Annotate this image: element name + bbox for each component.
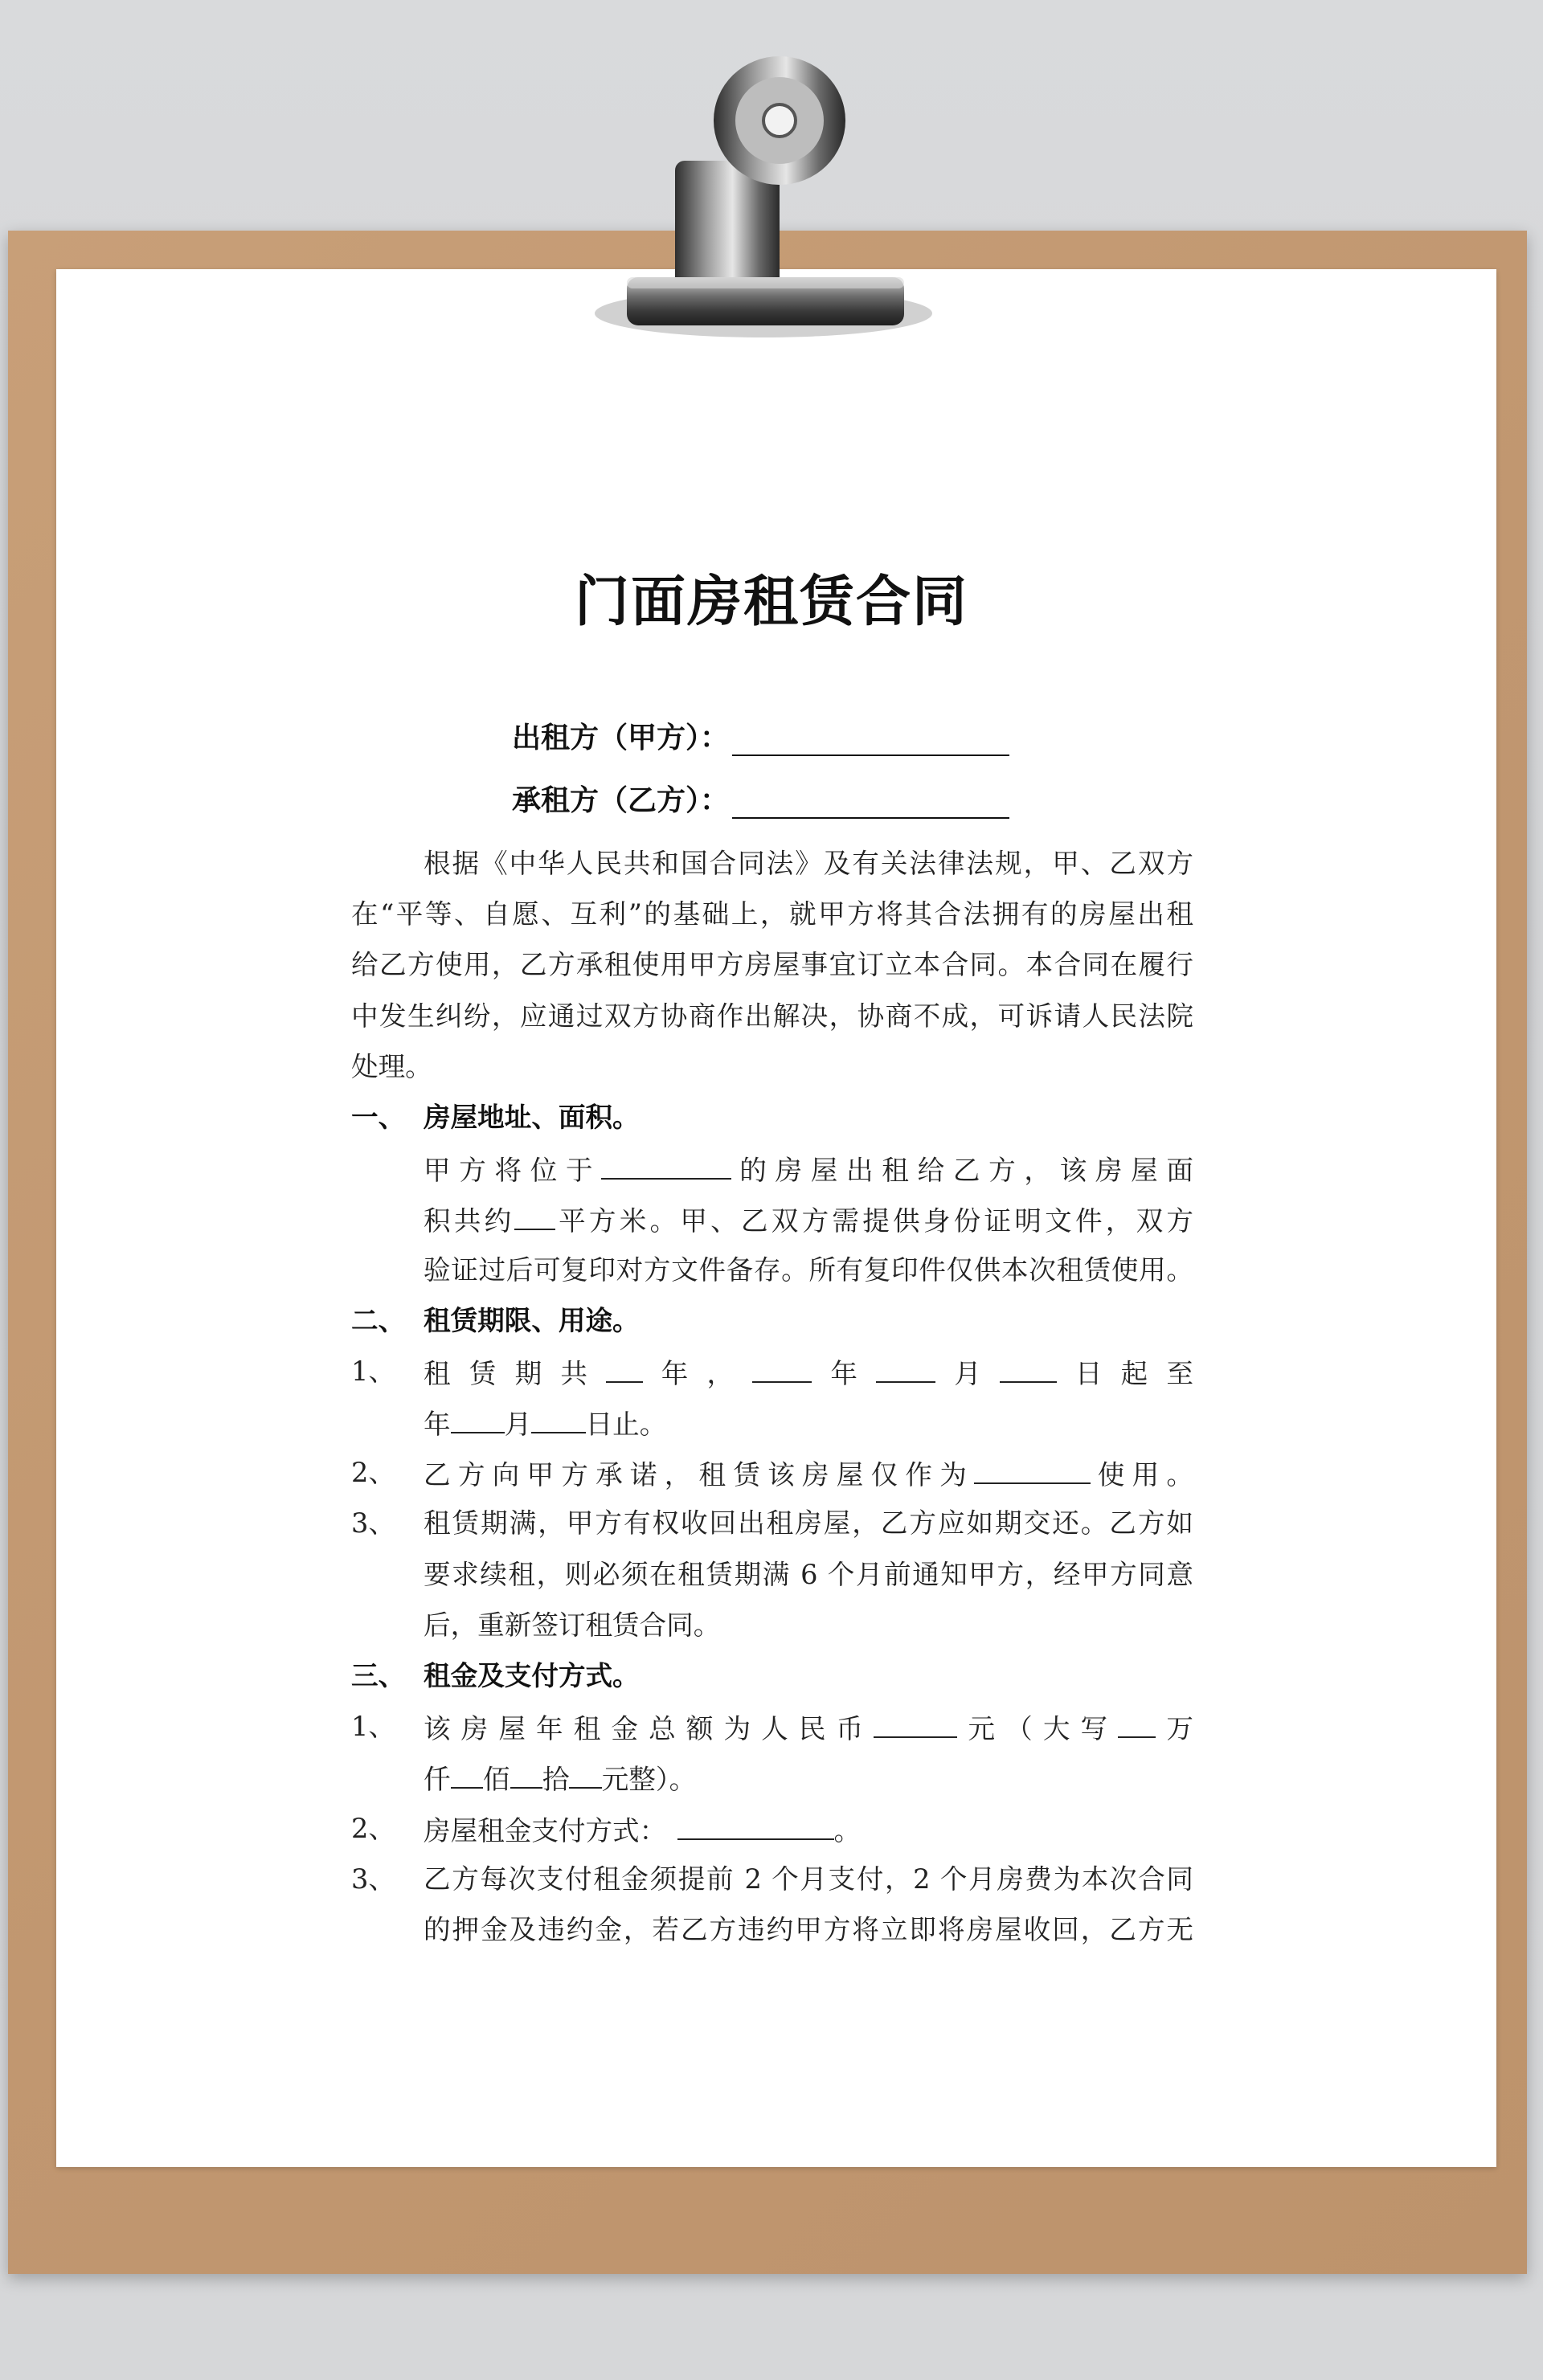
- section-1-line: 验证过后可复印对方文件备存。所有复印件仅供本次租赁使用。: [424, 1253, 1193, 1286]
- section-2-item-3-cont: 后，重新签订租赁合同。: [424, 1609, 721, 1641]
- preamble-line: 在“平等、自愿、互利”的基础上，就甲方将其合法拥有的房屋出租: [351, 898, 1193, 930]
- section-2-item-3-cont: 要求续租，则必须在租赁期满 6 个月前通知甲方，经甲方同意: [424, 1558, 1193, 1590]
- end-month-blank[interactable]: [451, 1397, 505, 1433]
- preamble-line: 处理。: [351, 1050, 432, 1082]
- section-2-heading: 二、 租赁期限、用途。: [351, 1303, 640, 1336]
- address-blank[interactable]: [601, 1143, 731, 1180]
- rent-shi-blank[interactable]: [569, 1752, 601, 1789]
- preamble-line: 根据《中华人民共和国合同法》及有关法律法规，甲、乙双方: [424, 848, 1193, 879]
- start-year-blank[interactable]: [752, 1346, 812, 1383]
- document-title: 门面房租赁合同: [574, 570, 968, 634]
- section-1-line: 甲方将位于 的房屋出租给乙方，该房屋面: [351, 1143, 1193, 1193]
- end-day-blank[interactable]: [531, 1397, 585, 1433]
- area-blank[interactable]: [514, 1193, 555, 1230]
- lessor-blank[interactable]: [732, 727, 1009, 756]
- section-3-item-1-cont: 仟 佰 拾 元整）。: [351, 1752, 1193, 1802]
- lessor-field: [512, 715, 1009, 756]
- preamble-line: 给乙方使用，乙方承租使用甲方房屋事宜订立本合同。本合同在履行: [351, 949, 1193, 981]
- section-3-item-1: 1、 该房屋年租金总额为人民币 元（大写 万: [351, 1701, 1193, 1752]
- section-2-item-1-cont: 年 月 日止。: [351, 1397, 1193, 1447]
- section-3-item-3: 3、 乙方每次支付租金须提前 2 个月支付，2 个月房费为本次合同: [351, 1863, 1193, 1895]
- payment-method-blank[interactable]: [677, 1803, 834, 1840]
- section-3-item-2: 2、 房屋租金支付方式： 。: [351, 1803, 1193, 1854]
- rent-wan-blank[interactable]: [1118, 1701, 1156, 1738]
- rent-bai-blank[interactable]: [510, 1752, 542, 1789]
- section-3-item-3-cont: 的押金及违约金，若乙方违约甲方将立即将房屋收回，乙方无: [424, 1913, 1193, 1945]
- binder-clip-icon: [579, 48, 948, 354]
- lessor-label: 出租方（甲方）：: [512, 721, 730, 754]
- section-1-line: 积共约 平方米。甲、乙双方需提供身份证明文件，双方: [351, 1193, 1193, 1244]
- section-1-heading: 一、 房屋地址、面积。: [351, 1100, 640, 1133]
- contract-body: [351, 838, 1193, 1955]
- section-2-item-3: 3、 租赁期满，甲方有权收回出租房屋，乙方应如期交还。乙方如: [351, 1507, 1193, 1540]
- start-month-blank[interactable]: [876, 1346, 935, 1383]
- rent-amount-blank[interactable]: [874, 1701, 957, 1738]
- section-3-heading: 三、 租金及支付方式。: [351, 1659, 640, 1691]
- preamble-line: 中发生纠纷，应通过双方协商作出解决，协商不成，可诉请人民法院: [351, 1000, 1193, 1032]
- section-2-item-2: 2、 乙方向甲方承诺，租赁该房屋仅作为 使用。: [351, 1447, 1193, 1498]
- lessee-field: [512, 778, 1009, 819]
- lessee-blank[interactable]: [732, 790, 1009, 819]
- usage-blank[interactable]: [974, 1447, 1090, 1484]
- lessee-label: 承租方（乙方）：: [512, 783, 730, 817]
- term-years-blank[interactable]: [606, 1346, 642, 1383]
- section-2-item-1: 1、 租赁期共 年， 年 月 日起至: [351, 1346, 1193, 1397]
- rent-qian-blank[interactable]: [451, 1752, 483, 1789]
- start-day-blank[interactable]: [1000, 1346, 1057, 1383]
